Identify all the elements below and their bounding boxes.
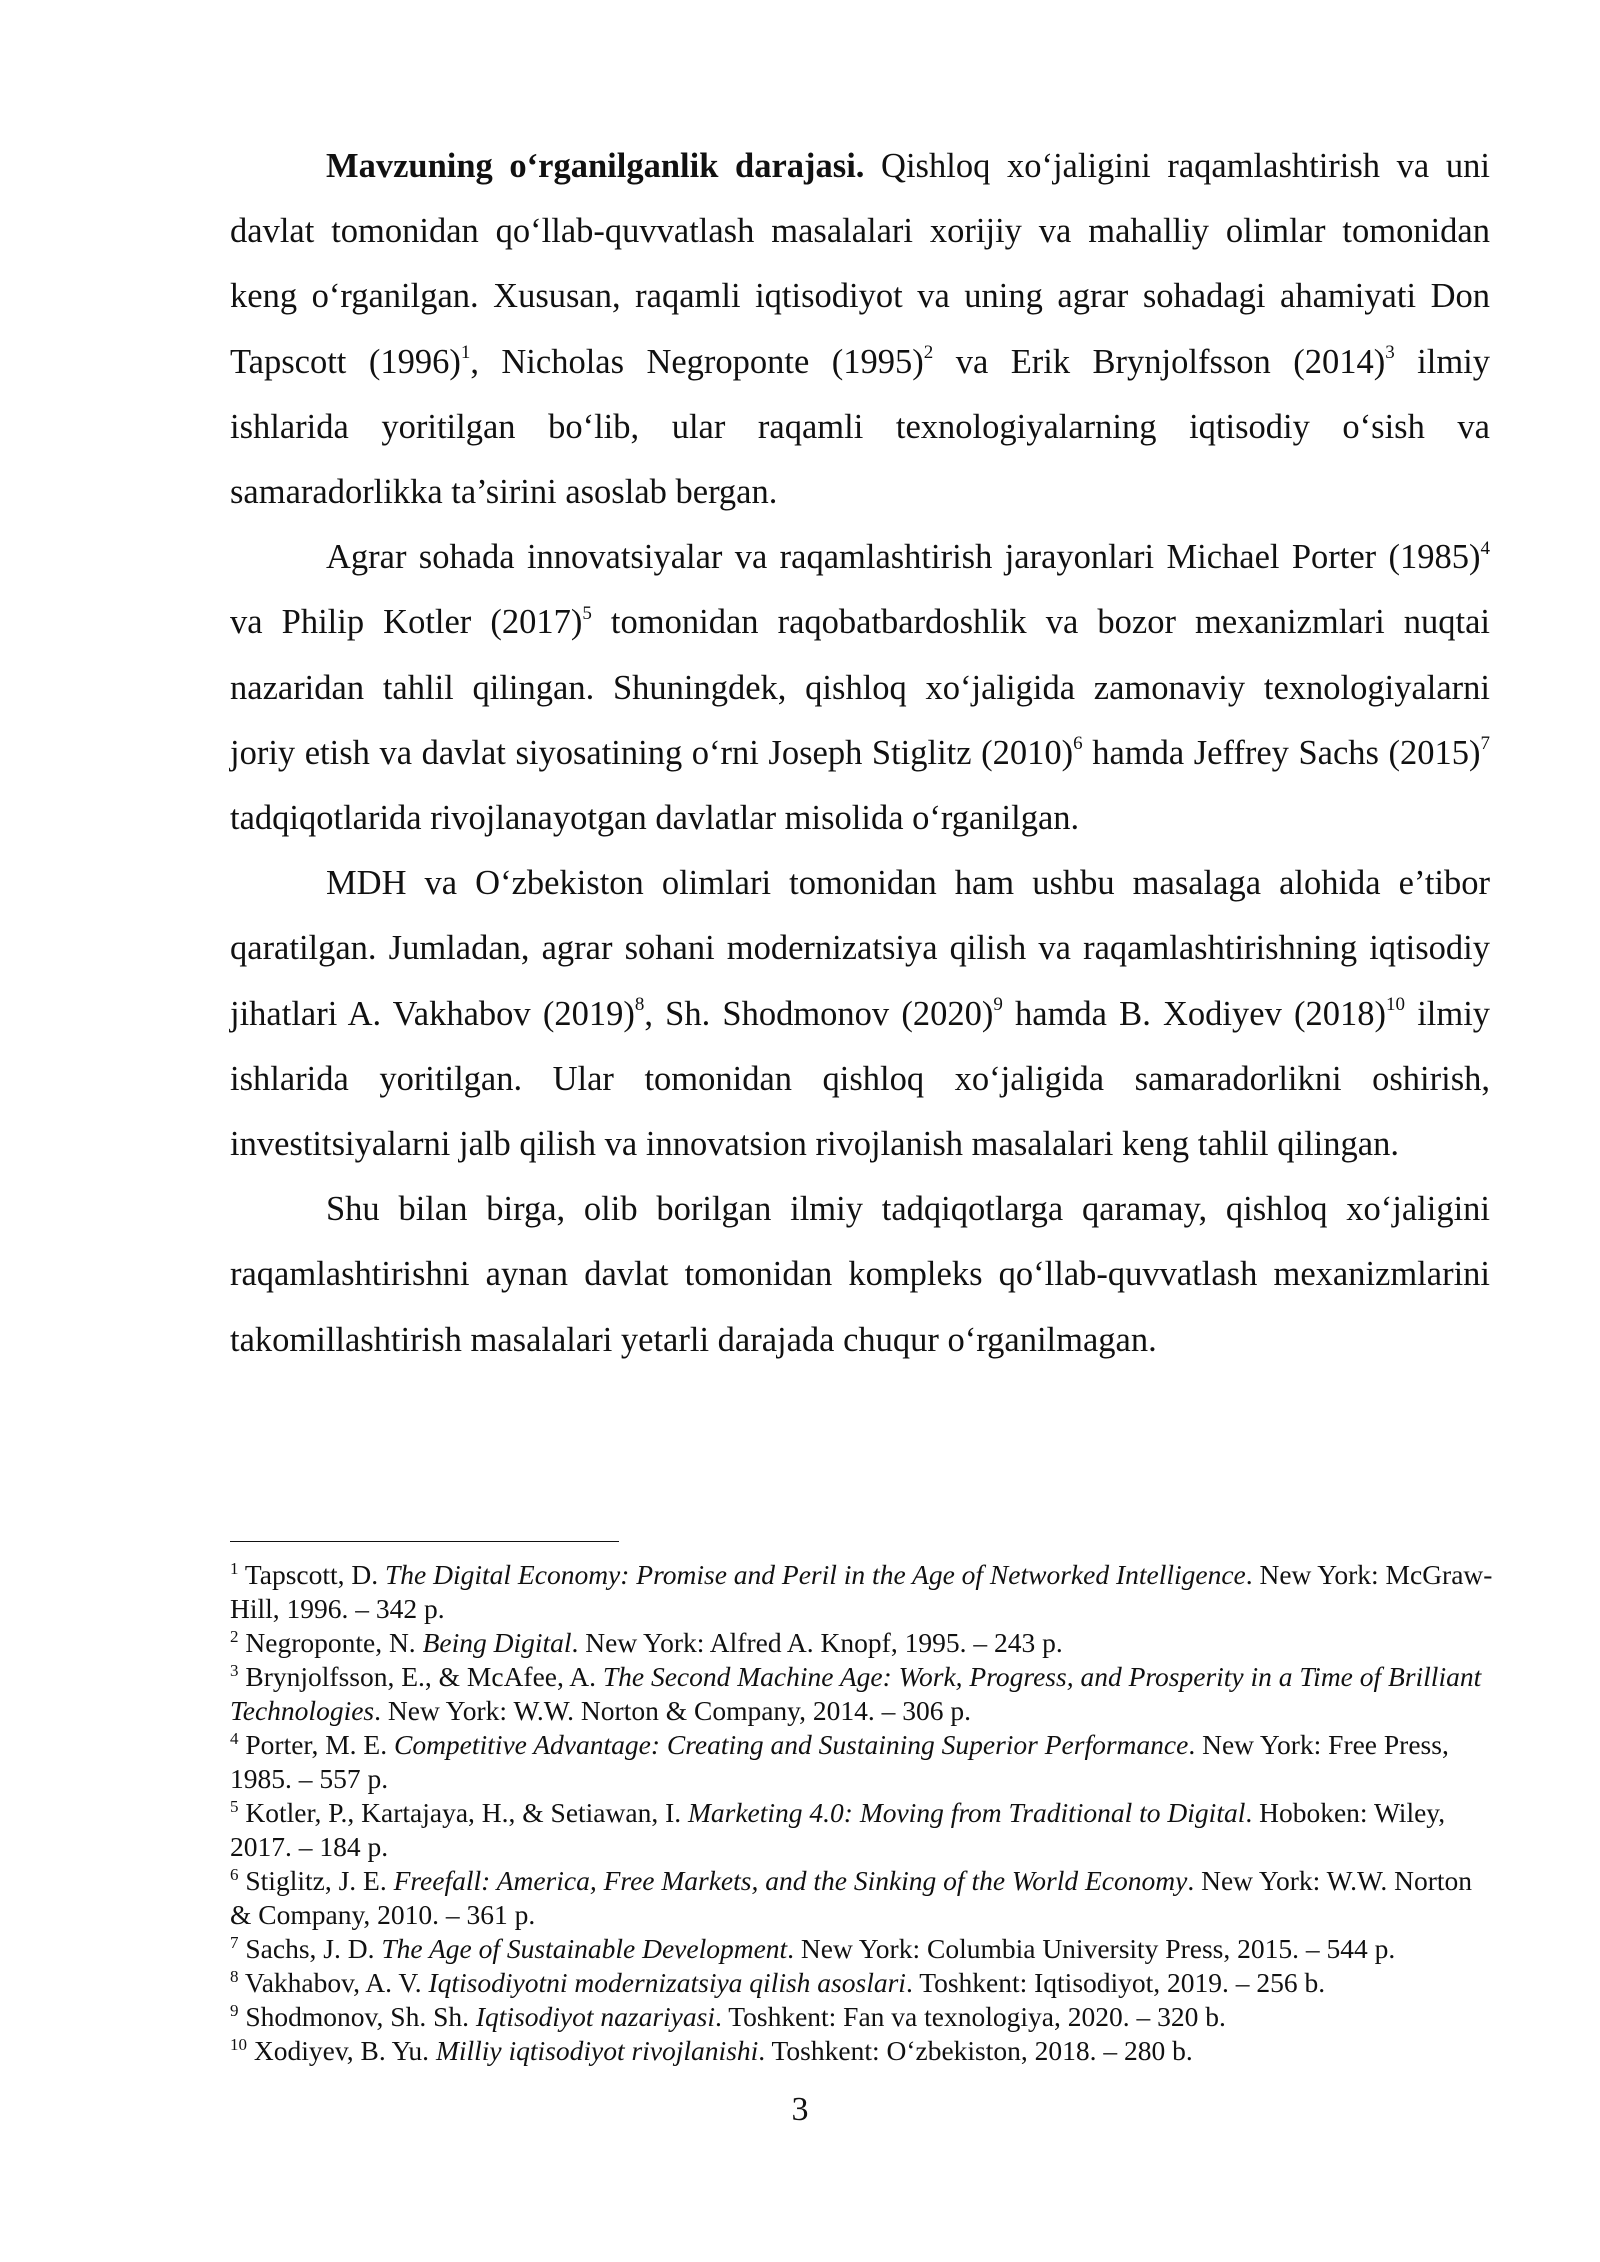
footnote-reference[interactable]: 8 (634, 994, 645, 1016)
footnote-title: Milliy iqtisodiyot rivojlanishi (435, 2035, 759, 2066)
footnote-title: The Age of Sustainable Development (381, 1933, 788, 1964)
paragraph (230, 1177, 1490, 1373)
footnote-title: Iqtisodiyot nazariyasi (475, 2001, 715, 2032)
footnote-title: Freefall: America, Free Markets, and the Sinking of the World Economy (393, 1865, 1188, 1896)
paragraph-text: tomonidan raqobatbardoshlik va bozor mexanizmlari nuqtai nazaridan tahlil qilingan. Shuningdek, qishloq xo‘jaligida zamonaviy texnologiyalarni joriy etish va davlat siyosatining o‘rni Joseph Stiglitz (2010) (230, 603, 1490, 772)
footnote-title: Competitive Advantage: Creating and Sustaining Superior Performance (393, 1729, 1189, 1760)
footnote-publisher: . Toshkent: Fan va texnologiya, 2020. – 320 b. (714, 2001, 1226, 2032)
footnote-number: 8 (230, 1966, 239, 1986)
footnote-author: Xodiyev, B. Yu. (247, 2035, 436, 2066)
footnote-author: Shodmonov, Sh. Sh. (238, 2001, 476, 2032)
footnote-number: 1 (230, 1558, 239, 1578)
footnote (230, 1558, 1495, 1626)
footnote (230, 1932, 1495, 1966)
paragraph-text: hamda Jeffrey Sachs (2015) (1082, 733, 1481, 772)
footnote (230, 2034, 1495, 2068)
footnote (230, 1796, 1495, 1864)
paragraph-text: va Erik Brynjolfsson (2014) (933, 342, 1386, 381)
footnote-publisher: . New York: Free Press, 1985. – 557 p. (230, 1729, 1449, 1794)
footnote-title: The Second Machine Age: Work, Progress, and Prosperity in a Time of Brilliant Technologies (230, 1661, 1482, 1726)
footnote-author: Kotler, P., Kartajaya, H., & Setiawan, I. (238, 1797, 688, 1828)
footnote-author: Negroponte, N. (238, 1627, 423, 1658)
footnote-author: Stiglitz, J. E. (238, 1865, 394, 1896)
footnote-reference[interactable]: 5 (582, 602, 592, 624)
footnote-number: 3 (230, 1660, 239, 1680)
footnote-publisher: . New York: W.W. Norton & Company, 2010. – 361 p. (230, 1865, 1473, 1930)
footnote-number: 7 (230, 1932, 239, 1952)
paragraph-text: va Philip Kotler (2017) (230, 603, 583, 642)
footnote-separator (230, 1541, 619, 1542)
footnote-title: Iqtisodiyotni modernizatsiya qilish asoslari (428, 1967, 906, 1998)
paragraph-text: Agrar sohada innovatsiyalar va raqamlashtirish jarayonlari Michael Porter (1985) (326, 538, 1481, 577)
paragraph-text: Qishloq xo‘jaligini raqamlashtirish va uni davlat tomonidan qo‘llab-quvvatlash masalalari xorijiy va mahalliy olimlar tomonidan keng o‘rganilgan. Xususan, raqamli iqtisodiyot va uning agrar sohadagi ahamiyati Don Tapscott (1996) (230, 147, 1490, 381)
footnote-reference[interactable]: 2 (923, 342, 934, 364)
footnote-publisher: . Toshkent: Iqtisodiyot, 2019. – 256 b. (905, 1967, 1326, 1998)
footnote-publisher: . New York: Columbia University Press, 2015. – 544 p. (787, 1933, 1396, 1964)
footnote-reference[interactable]: 7 (1480, 733, 1490, 755)
footnote-publisher: . New York: McGraw-Hill, 1996. – 342 p. (230, 1559, 1493, 1624)
footnote-number: 2 (230, 1626, 239, 1646)
footnote-reference[interactable]: 1 (460, 342, 471, 364)
footnote-author: Porter, M. E. (238, 1729, 394, 1760)
footnote (230, 1626, 1495, 1660)
footnote-title: The Digital Economy: Promise and Peril in the Age of Networked Intelligence (385, 1559, 1246, 1590)
paragraph-text: Shu bilan birga, olib borilgan ilmiy tadqiqotlarga qaramay, qishloq xo‘jaligini raqamlashtirishni aynan davlat tomonidan kompleks qo‘llab-quvvatlash mexanizmlarini takomillashtirish masalalari yetarli darajada chuqur o‘rganilmagan. (230, 1190, 1490, 1359)
footnote-number: 4 (230, 1728, 239, 1748)
paragraph-text: ilmiy ishlarida yoritilgan. Ular tomonidan qishloq xo‘jaligida samaradorlikni oshirish, investitsiyalarni jalb qilish va innovatsion rivojlanish masalalari keng tahlil qilingan. (230, 994, 1491, 1164)
footnote-reference[interactable]: 9 (993, 994, 1003, 1016)
footnote-reference[interactable]: 4 (1480, 537, 1490, 559)
footnote (230, 1728, 1495, 1796)
paragraph (230, 525, 1490, 851)
body-text (230, 134, 1490, 1373)
footnote (230, 1864, 1495, 1932)
footnote-title: Marketing 4.0: Moving from Traditional to Digital (687, 1797, 1246, 1828)
footnote-publisher: . Toshkent: O‘zbekiston, 2018. – 280 b. (758, 2035, 1193, 2066)
paragraph-text: ilmiy ishlarida yoritilgan bo‘lib, ular raqamli texnologiyalarning iqtisodiy o‘sish va samaradorlikka ta’sirini asoslab bergan. (230, 342, 1491, 512)
footnote-reference[interactable]: 3 (1385, 342, 1395, 364)
footnote-number: 5 (230, 1796, 239, 1816)
section-heading: Mavzuning o‘rganilganlik darajasi. (326, 147, 865, 185)
paragraph (230, 134, 1490, 525)
footnote-author: Vakhabov, A. V. (238, 1967, 429, 1998)
paragraph-text: , Sh. Shodmonov (2020) (644, 994, 994, 1033)
footnote-reference[interactable]: 6 (1073, 733, 1083, 755)
paragraph-text: MDH va O‘zbekiston olimlari tomonidan ham ushbu masalaga alohida e’tibor qaratilgan. Jumladan, agrar sohani modernizatsiya qilish va raqamlashtirishning iqtisodiy jihatlari A. Vakhabov (2019) (230, 864, 1490, 1033)
footnotes (230, 1558, 1495, 2068)
footnote-publisher: . Hoboken: Wiley, 2017. – 184 p. (230, 1797, 1446, 1862)
footnote-publisher: . New York: Alfred A. Knopf, 1995. – 243 p. (571, 1627, 1063, 1658)
footnote (230, 1966, 1495, 2000)
footnote-number: 6 (230, 1864, 239, 1884)
footnote-number: 10 (230, 2034, 247, 2054)
footnote (230, 1660, 1495, 1728)
page-number: 3 (791, 2091, 809, 2128)
paragraph-text: , Nicholas Negroponte (1995) (470, 342, 924, 381)
footnote-reference[interactable]: 10 (1386, 994, 1405, 1016)
paragraph-text: hamda B. Xodiyev (2018) (1002, 994, 1386, 1033)
footnote-author: Sachs, J. D. (238, 1933, 382, 1964)
footnote (230, 2000, 1495, 2034)
footnote-publisher: . New York: W.W. Norton & Company, 2014. – 306 p. (374, 1695, 972, 1726)
paragraph (230, 851, 1490, 1177)
footnote-author: Tapscott, D. (238, 1559, 386, 1590)
paragraph-text: tadqiqotlarida rivojlanayotgan davlatlar misolida o‘rganilgan. (230, 799, 1080, 838)
footnote-number: 9 (230, 2000, 239, 2020)
footnote-author: Brynjolfsson, E., & McAfee, A. (238, 1661, 603, 1692)
footnote-title: Being Digital (422, 1627, 572, 1658)
